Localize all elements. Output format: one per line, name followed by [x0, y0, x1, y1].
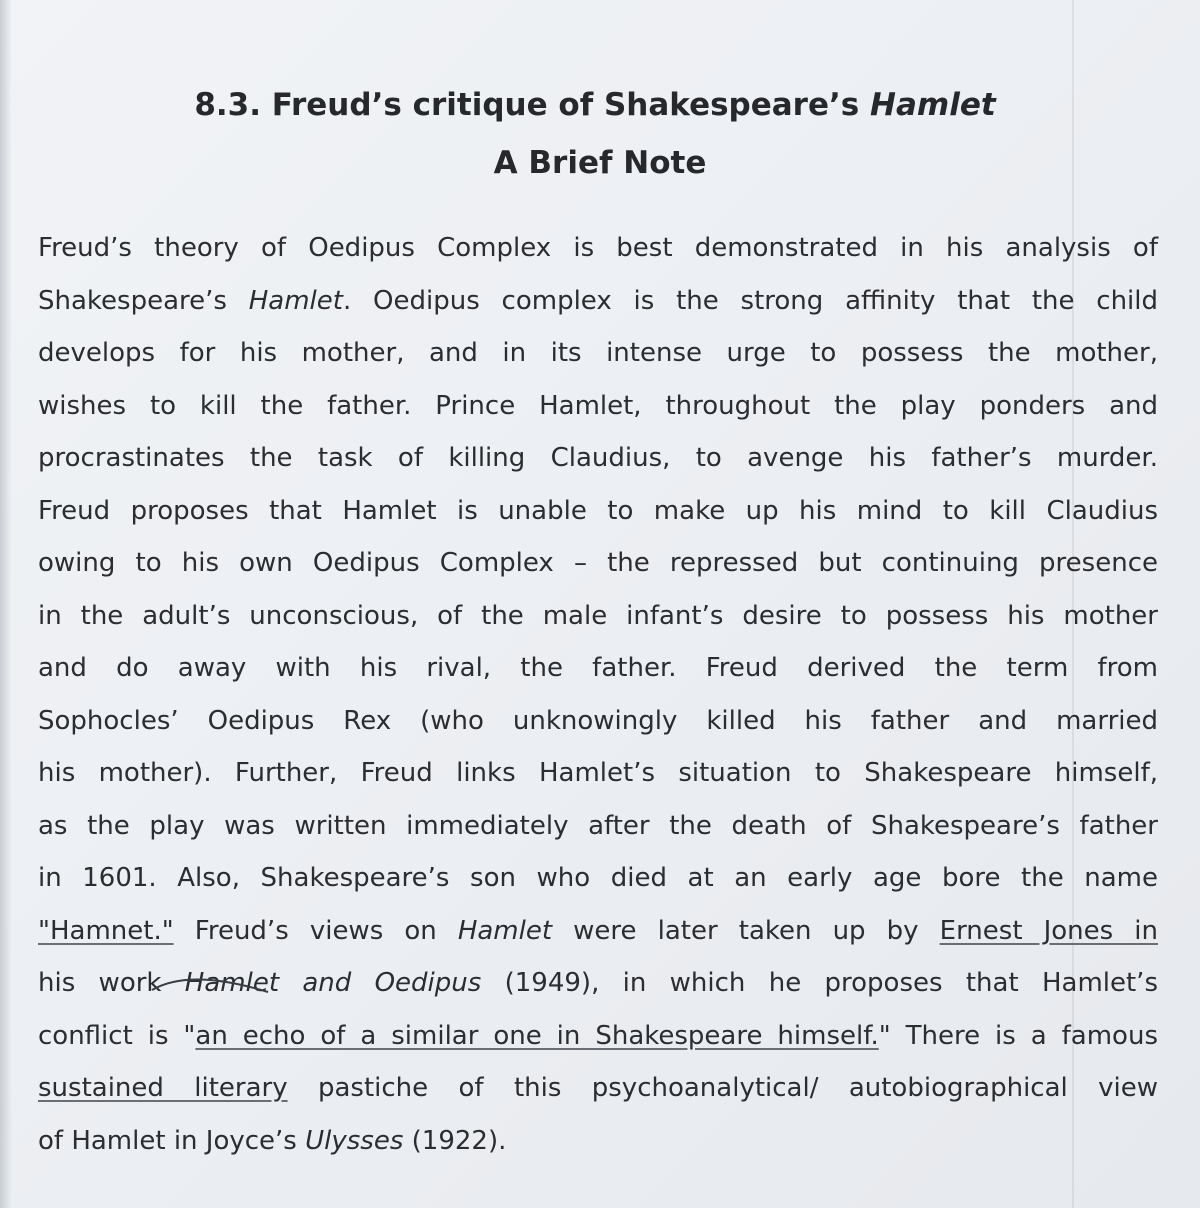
- body-text: develops for his mother, and in its intense urge to possess the mother,: [38, 338, 1158, 368]
- body-text: Freud’s theory of Oedipus Complex is best demonstrated in his analysis of: [38, 233, 1158, 263]
- body-text: and do away with his rival, the father. Freud derived the term from: [38, 653, 1158, 683]
- body-text: " There is a famous: [878, 1020, 1158, 1051]
- document-body: [38, 222, 1158, 1167]
- body-line: [38, 695, 1158, 748]
- body-line: [38, 1115, 1158, 1168]
- italic-text: Hamlet: [248, 285, 343, 316]
- body-text: (1922).: [403, 1125, 507, 1156]
- body-line: [38, 905, 1158, 958]
- body-line: [38, 800, 1158, 853]
- underlined-text: Ernest Jones in: [939, 915, 1158, 946]
- body-line: [38, 642, 1158, 695]
- title-italic-text: Hamlet: [870, 87, 996, 123]
- body-text: in the adult’s unconscious, of the male infant’s desire to possess his mother: [38, 600, 1158, 631]
- body-line: [38, 537, 1158, 590]
- body-line: [38, 747, 1158, 800]
- body-text: owing to his own Oedipus Complex – the repressed but continuing presence: [38, 548, 1158, 578]
- body-line: [38, 1062, 1158, 1115]
- body-line: [38, 1010, 1158, 1063]
- pencil-mark: [150, 966, 270, 996]
- document-subtitle: A Brief Note: [493, 145, 707, 181]
- underlined-text: an echo of a similar one in Shakespeare himself.: [195, 1020, 879, 1051]
- body-text: his mother). Further, Freud links Hamlet’s situation to Shakespeare himself,: [38, 758, 1158, 788]
- italic-text: Hamlet: [457, 915, 553, 946]
- body-text: in 1601. Also, Shakespeare’s son who died at an early age bore the name: [38, 863, 1158, 893]
- body-text: procrastinates the task of killing Claudius, to avenge his father’s murder.: [38, 443, 1158, 473]
- italic-text: Hamlet and Oedipus: [184, 968, 482, 998]
- body-text: Shakespeare’s: [38, 285, 249, 316]
- document-title: [0, 82, 1200, 128]
- underlined-text: sustained literary: [38, 1073, 288, 1103]
- document-heading: [0, 82, 1200, 186]
- body-line: [38, 432, 1158, 485]
- body-text: . Oedipus complex is the strong affinity that the child: [342, 285, 1159, 316]
- body-line: [38, 852, 1158, 905]
- body-line: [38, 327, 1158, 380]
- body-line: [38, 590, 1158, 643]
- body-text: were later taken up by: [552, 915, 940, 946]
- body-line: [38, 380, 1158, 433]
- body-text: (1949), in which he proposes that Hamlet’s: [481, 968, 1158, 998]
- body-line: [38, 485, 1158, 538]
- body-text: pastiche of this psychoanalytical/ autobiographical view: [287, 1073, 1159, 1103]
- body-text: as the play was written immediately after the death of Shakespeare’s father: [38, 810, 1158, 841]
- title-text: 8.3. Freud’s critique of Shakespeare’s: [194, 87, 860, 123]
- body-text: his work: [38, 968, 185, 998]
- body-text: Freud proposes that Hamlet is unable to make up his mind to kill Claudius: [38, 495, 1158, 526]
- body-text: wishes to kill the father. Prince Hamlet, throughout the play ponders and: [38, 390, 1158, 421]
- body-text: conflict is ": [38, 1020, 196, 1051]
- body-line: [38, 275, 1158, 328]
- body-text: of Hamlet in Joyce’s: [38, 1125, 306, 1156]
- body-text: Freud’s views on: [173, 915, 458, 946]
- body-text: Sophocles’ Oedipus Rex (who unknowingly killed his father and married: [38, 705, 1158, 736]
- italic-text: Ulysses: [305, 1125, 404, 1156]
- underlined-text: "Hamnet.": [38, 915, 174, 946]
- body-line: [38, 222, 1158, 275]
